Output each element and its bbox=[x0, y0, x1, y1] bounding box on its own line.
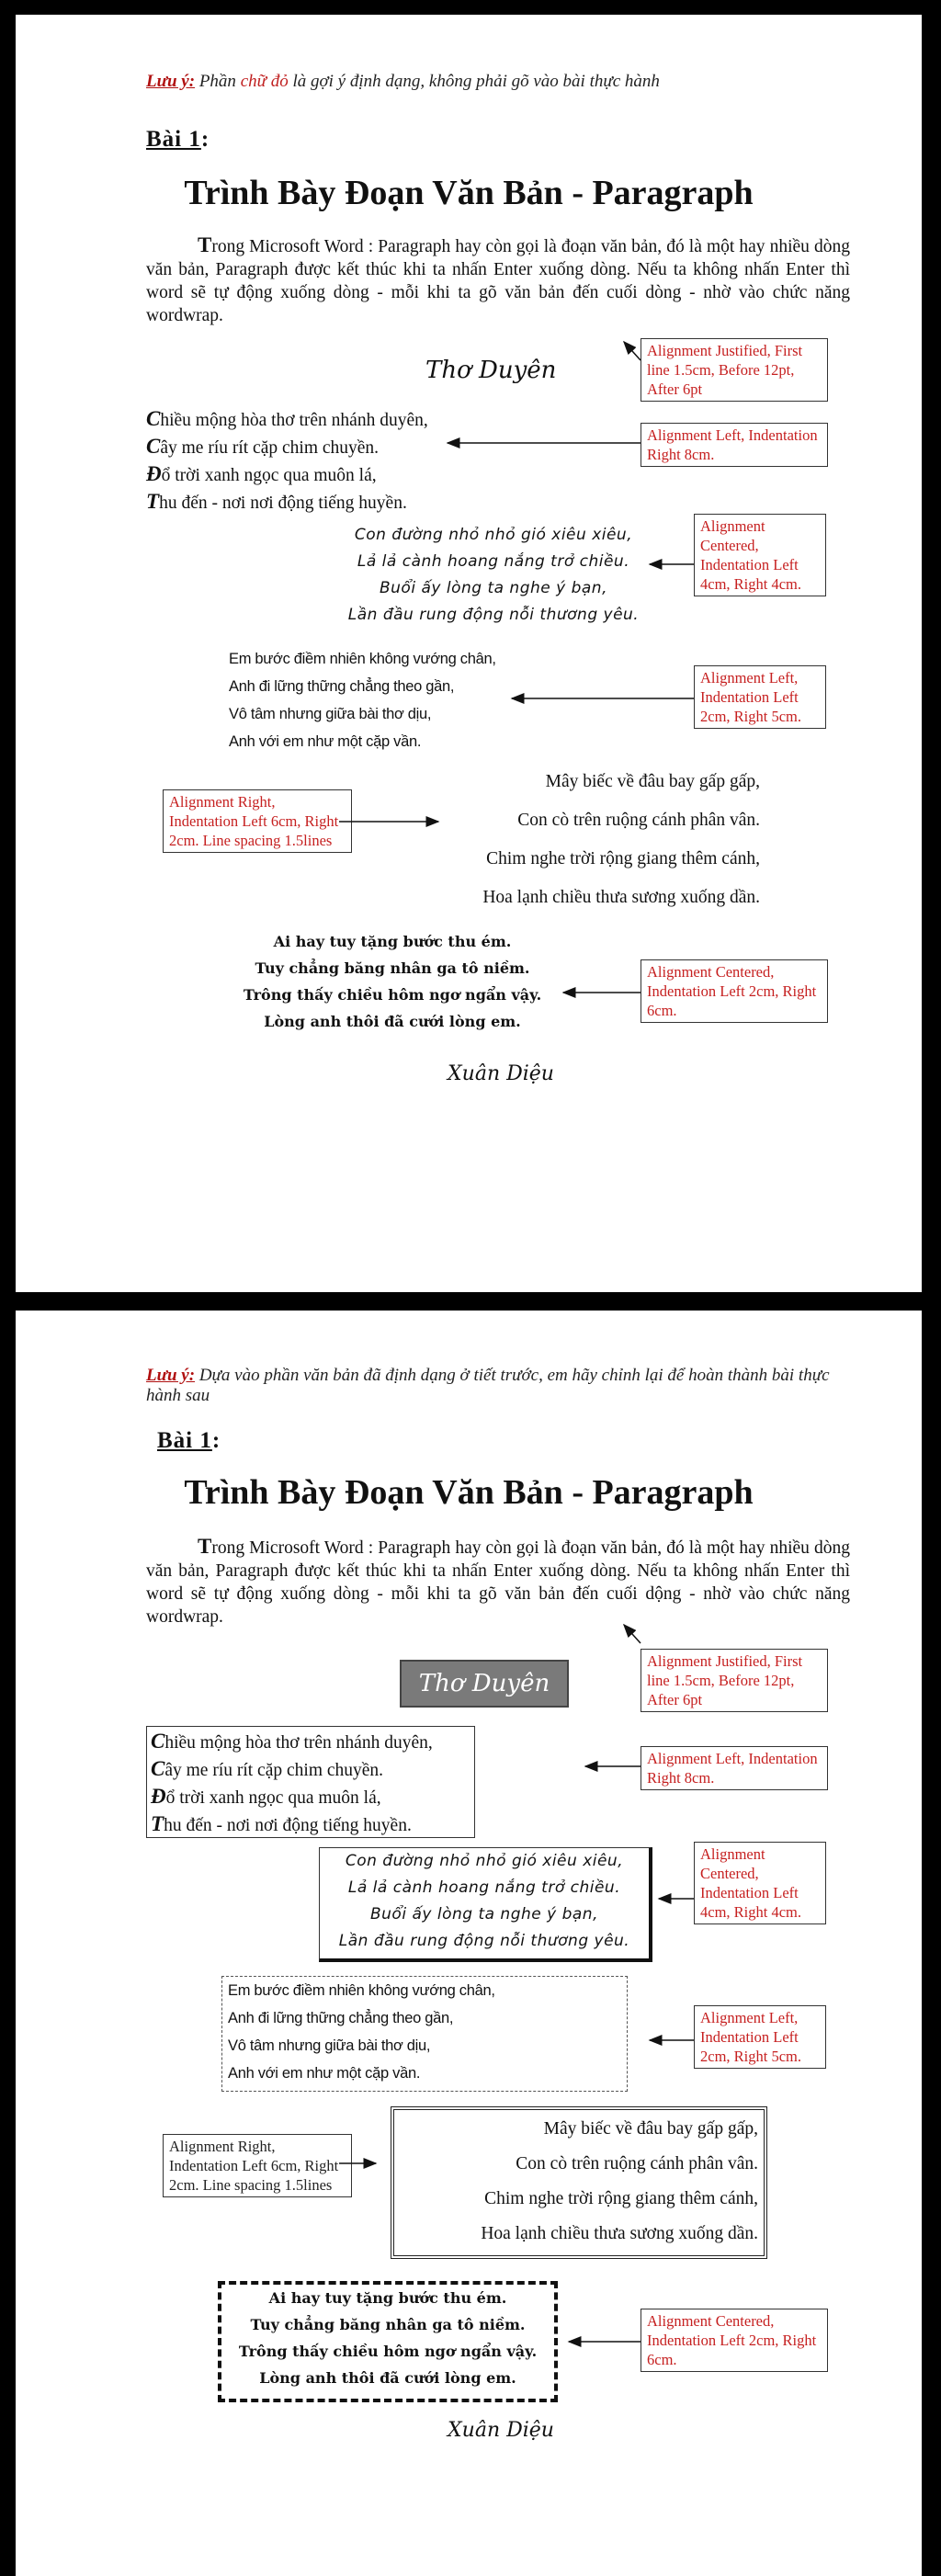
stanza-4-line: Chim nghe trời rộng giang thêm cánh, bbox=[484, 2189, 758, 2208]
signature: Xuân Diệu bbox=[448, 2419, 554, 2442]
stanza-1-line: Đổ trời xanh ngọc qua muôn lá, bbox=[146, 462, 377, 485]
poem-title: Thơ Duyên bbox=[425, 357, 557, 384]
annotation-box: Alignment Justified, First line 1.5cm, Before 12pt, After 6pt bbox=[641, 338, 828, 402]
stanza-3-line: Anh với em như một cặp vần. bbox=[229, 733, 422, 750]
page-title: Trình Bày Đoạn Văn Bản - Paragraph bbox=[184, 174, 754, 212]
stanza-2-line: Lần đầu rung động nỗi thương yêu. bbox=[347, 606, 640, 624]
stanza-2-line: Con đường nhỏ nhỏ gió xiêu xiêu, bbox=[354, 526, 633, 544]
annotation-box: Alignment Centered, Indentation Left 2cm, Right 6cm. bbox=[641, 2309, 828, 2372]
stanza-4-line: Con cò trên ruộng cánh phân vân. bbox=[517, 811, 760, 830]
stanza-3-line: Vô tâm nhưng giữa bài thơ dịu, bbox=[228, 2037, 431, 2054]
stanza-3-line: Anh đi lững thững chẳng theo gần, bbox=[229, 678, 455, 695]
annotation-box: Alignment Left, Indentation Left 2cm, Right 5cm. bbox=[694, 2005, 826, 2069]
annotation-box: Alignment Centered, Indentation Left 4cm, Right 4cm. bbox=[694, 514, 826, 596]
stanza-1-line: Đổ trời xanh ngọc qua muôn lá, bbox=[151, 1785, 381, 1808]
stanza-4-line: Mây biếc về đâu bay gấp gấp, bbox=[543, 2119, 758, 2139]
annotation-box: Alignment Right, Indentation Left 6cm, Right 2cm. Line spacing 1.5lines bbox=[163, 2134, 352, 2197]
stanza-4-line: Chim nghe trời rộng giang thêm cánh, bbox=[486, 849, 760, 868]
poem-title: Thơ Duyên bbox=[418, 1670, 550, 1697]
document-page-2 bbox=[16, 1311, 922, 2576]
stanza-2-line: Lả lả cành hoang nắng trở chiều. bbox=[357, 552, 630, 571]
stanza-1-line: Chiều mộng hòa thơ trên nhánh duyên, bbox=[151, 1730, 433, 1753]
stanza-2-line: Buổi ấy lòng ta nghe ý bạn, bbox=[370, 1905, 598, 1923]
stanza-5-line: Tuy chẳng băng nhân ga tô niềm. bbox=[250, 2316, 526, 2333]
stanza-3-line: Vô tâm nhưng giữa bài thơ dịu, bbox=[229, 706, 432, 722]
stanza-5-line: Ai hay tuy tặng bước thu ém. bbox=[268, 2289, 507, 2307]
stanza-5-line: Tuy chẳng băng nhân ga tô niềm. bbox=[255, 959, 530, 977]
format-note: Lưu ý: Phần chữ đỏ là gợi ý định dạng, không phải gõ vào bài thực hành bbox=[146, 72, 660, 91]
intro-paragraph: Trong Microsoft Word : Paragraph hay còn gọi là đoạn văn bản, đó là một hay nhiều dòng văn bản, Paragraph được kết thúc khi ta nhấn Enter xuống dòng. Nếu ta không nhấn Enter thì word sẽ tự động xuống dòng - mỗi khi ta gõ văn bản đến cuối dòng - nhờ vào chức năng wordwrap. bbox=[146, 233, 850, 325]
annotation-box: Alignment Right, Indentation Left 6cm, Right 2cm. Line spacing 1.5lines bbox=[163, 789, 352, 853]
stanza-4-line: Hoa lạnh chiều thưa sương xuống dần. bbox=[482, 888, 760, 907]
exercise-label: Bài 1: bbox=[157, 1428, 221, 1453]
stanza-5-line: Trông thấy chiều hôm ngơ ngẩn vậy. bbox=[243, 986, 542, 1004]
arrow bbox=[624, 1625, 641, 1643]
annotation-box: Alignment Centered, Indentation Left 4cm, Right 4cm. bbox=[694, 1842, 826, 1924]
intro-paragraph: Trong Microsoft Word : Paragraph hay còn gọi là đoạn văn bản, đó là một hay nhiều dòng văn bản, Paragraph được kết thúc khi ta nhấn Enter xuống dòng. Nếu ta không nhấn Enter thì word sẽ tự động xuống dòng - mỗi khi ta gõ văn bản đến cuối dộng - nhờ vào chức năng wordwrap. bbox=[146, 1535, 850, 1627]
stanza-2-line: Con đường nhỏ nhỏ gió xiêu xiêu, bbox=[345, 1852, 624, 1870]
stanza-2-line: Lả lả cành hoang nắng trở chiều. bbox=[347, 1878, 621, 1897]
stanza-3-line: Em bước điềm nhiên không vướng chân, bbox=[228, 1982, 495, 1999]
stanza-5-line: Lòng anh thôi đã cưới lòng em. bbox=[264, 1013, 521, 1030]
stanza-5-line: Ai hay tuy tặng bước thu ém. bbox=[273, 933, 512, 950]
stanza-4-line: Con cò trên ruộng cánh phân vân. bbox=[516, 2154, 758, 2173]
stanza-5-line: Lòng anh thôi đã cưới lòng em. bbox=[259, 2369, 516, 2387]
arrows bbox=[16, 15, 922, 1292]
annotation-box: Alignment Centered, Indentation Left 2cm, Right 6cm. bbox=[641, 959, 828, 1023]
annotation-box: Alignment Left, Indentation Right 8cm. bbox=[641, 1746, 828, 1790]
instruction-note: Lưu ý: Dựa vào phần văn bản đã định dạng ở tiết trước, em hãy chỉnh lại để hoàn thành bài thực hành sau bbox=[146, 1366, 830, 1405]
stanza-1-line: Thu đến - nơi nơi động tiếng huyền. bbox=[151, 1812, 412, 1835]
stanza-1-line: Chiều mộng hòa thơ trên nhánh duyên, bbox=[146, 407, 428, 430]
stanza-5-line: Trông thấy chiều hôm ngơ ngẩn vậy. bbox=[238, 2343, 538, 2360]
stanza-2-line: Lần đầu rung động nỗi thương yêu. bbox=[338, 1932, 630, 1950]
stanza-4-line: Hoa lạnh chiều thưa sương xuống dần. bbox=[481, 2224, 758, 2243]
arrows bbox=[16, 1311, 922, 2576]
document-page-1 bbox=[16, 15, 922, 1292]
annotation-box: Alignment Left, Indentation Right 8cm. bbox=[641, 423, 828, 467]
stanza-4-line: Mây biếc về đâu bay gấp gấp, bbox=[545, 772, 760, 791]
stanza-1-line: Cây me ríu rít cặp chim chuyền. bbox=[151, 1757, 384, 1780]
stanza-3-line: Em bước điềm nhiên không vướng chân, bbox=[229, 651, 496, 667]
stanza-1-line: Thu đến - nơi nơi động tiếng huyền. bbox=[146, 490, 407, 513]
exercise-label: Bài 1: bbox=[146, 127, 210, 152]
annotation-box: Alignment Justified, First line 1.5cm, Before 12pt, After 6pt bbox=[641, 1649, 828, 1712]
stanza-3-line: Anh đi lững thững chẳng theo gần, bbox=[228, 2010, 454, 2026]
page-title: Trình Bày Đoạn Văn Bản - Paragraph bbox=[184, 1473, 754, 1512]
stanza-3-line: Anh với em như một cặp vần. bbox=[228, 2065, 421, 2082]
annotation-box: Alignment Left, Indentation Left 2cm, Right 5cm. bbox=[694, 665, 826, 729]
arrow bbox=[624, 342, 641, 360]
stanza-2-line: Buổi ấy lòng ta nghe ý bạn, bbox=[380, 579, 607, 597]
stanza-1-line: Cây me ríu rít cặp chim chuyền. bbox=[146, 435, 380, 458]
signature: Xuân Diệu bbox=[448, 1062, 554, 1085]
